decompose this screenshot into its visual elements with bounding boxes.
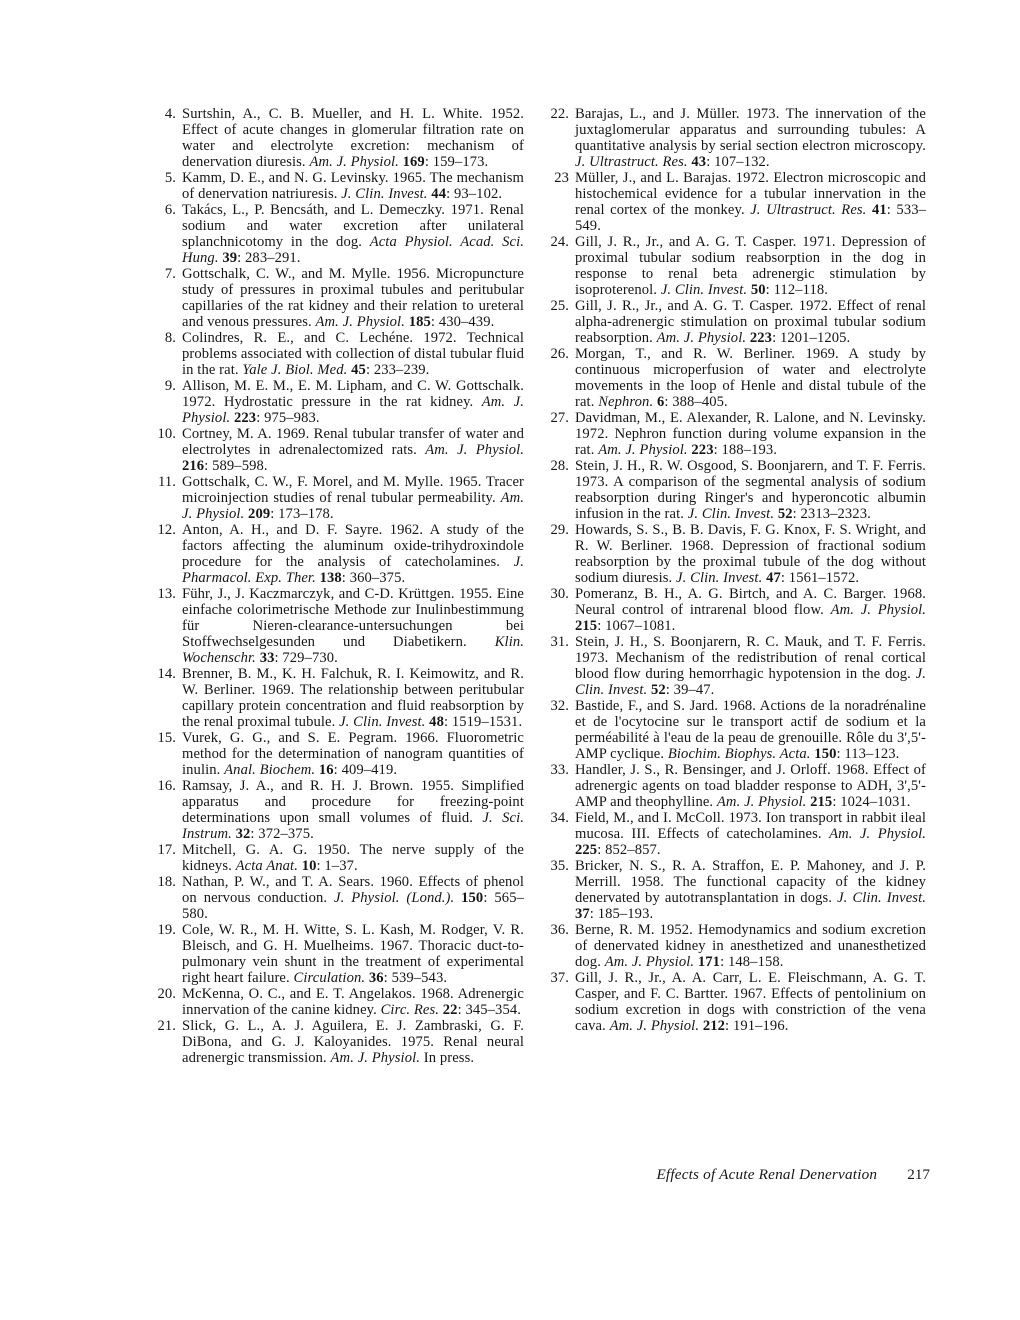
reference-text-segment: 48 [429,714,444,730]
reference-entry [545,298,926,346]
reference-entry [545,346,926,410]
reference-number: 37. [550,970,569,986]
reference-number: 16. [157,778,176,794]
reference-text [182,922,524,986]
reference-entry [545,922,926,970]
reference-number: 25. [550,298,569,314]
reference-text-segment: McKenna, O. C., and E. T. Angelakos. 1968. Adrenergic innervation of the canine kidney. [182,986,524,1018]
reference-text-segment: : 93–102. [446,186,503,202]
reference-text-segment: Mitchell, G. A. G. 1950. The nerve supply of the kidneys. [182,842,524,874]
reference-text [182,730,524,778]
reference-number: 31. [550,634,569,650]
reference-number: 10. [157,426,176,442]
reference-text-segment: J. Physiol. (Lond.). [334,890,462,906]
reference-entry [545,458,926,522]
reference-text [182,106,524,170]
reference-text-segment: : 188–193. [713,442,778,458]
reference-text-segment: : 113–123. [836,746,900,762]
reference-text-segment: : 185–193. [589,906,654,922]
reference-text [182,842,524,874]
reference-number: 8. [164,330,176,346]
reference-text [575,458,926,522]
reference-text-segment: Ramsay, J. A., and R. H. J. Brown. 1955. Simplified apparatus and procedure for freezing-point determinations upon small volumes of fluid. [182,778,524,826]
references-right-column [545,106,926,1066]
reference-text-segment: : 533–549. [575,202,927,234]
reference-text-segment: : 1024–1031. [832,794,911,810]
reference-text-segment: 209 [248,506,271,522]
reference-number: 28. [550,458,569,474]
reference-number: 18. [157,874,176,890]
reference-text-segment: Yale J. Biol. Med. [242,362,352,378]
reference-entry [152,202,524,266]
reference-text-segment: Gill, J. R., Jr., and A. G. T. Casper. 1971. Depression of proximal tubular sodium reabsorption in the dog in response to renal beta adrenergic stimulation by isoproterenol. [575,234,926,298]
reference-number: 22. [550,106,569,122]
reference-number: 19. [157,922,176,938]
reference-text [575,170,926,234]
reference-entry [152,666,524,730]
reference-text [575,522,926,586]
reference-text-segment: Handler, J. S., R. Bensinger, and J. Orloff. 1968. Effect of adrenergic agents on toad bladder response to ADH, 3',5'-AMP and theophylline. [575,762,926,810]
reference-entry [152,266,524,330]
reference-text-segment: : 1067–1081. [597,618,676,634]
reference-text-segment: J. Clin. Invest. [687,506,778,522]
reference-text-segment: Am. J. Physiol. [425,442,524,458]
reference-text-segment: Field, M., and I. McColl. 1973. Ion transport in rabbit ileal mucosa. III. Effects of catecholamines. [575,810,926,842]
reference-text-segment: Acta Anat. [235,858,302,874]
reference-text [575,970,926,1034]
reference-text-segment: 36 [368,970,384,986]
reference-text-segment: : 2313–2323. [792,506,871,522]
reference-text [182,666,524,730]
reference-number: 6. [164,202,176,218]
reference-text [182,586,524,666]
reference-text-segment: 212 [702,1018,726,1034]
reference-text-segment: Gottschalk, C. W., F. Morel, and M. Mylle. 1965. Tracer microinjection studies of renal tubular permeability. [182,474,524,506]
reference-entry [545,698,926,762]
page-footer [656,1166,930,1184]
reference-text-segment: Am. J. Physiol. [330,1050,424,1066]
reference-text-segment: Am. J. Physiol. [182,490,524,522]
reference-text-segment: : 159–173. [424,154,489,170]
reference-text-segment: 39 [222,250,238,266]
reference-entry [152,730,524,778]
reference-text-segment: Führ, J., J. Kaczmarczyk, and C-D. Krüttgen. 1955. Eine einfache colorimetrische Methode zur Inulinbestimmung für Nieren-clearance-untersuchungen bei Stoffwechselgesunden und Diabetikern. [182,586,524,650]
reference-text-segment: 52 [777,506,793,522]
reference-text-segment: Am. J. Physiol. [656,330,750,346]
reference-entry [545,586,926,634]
reference-text-segment: 216 [182,458,205,474]
reference-entry [152,1018,524,1066]
reference-text-segment: Kamm, D. E., and N. G. Levinsky. 1965. The mechanism of denervation natriuresis. [182,170,524,202]
reference-text-segment: 223 [749,330,773,346]
reference-text-segment: Stein, J. H., R. W. Osgood, S. Boonjarern, and T. F. Ferris. 1973. A comparison of the segmental analysis of sodium reabsorption during Ringer's and hyperoncotic albumin infusion in the rat. [575,458,926,522]
reference-text-segment: : 729–730. [274,650,338,666]
reference-text-segment: Berne, R. M. 1952. Hemodynamics and sodium excretion of denervated kidney in anesthetized and unanesthetized dog. [575,922,926,970]
reference-text-segment: : 565–580. [182,890,524,922]
reference-text-segment: J. Clin. Invest. [575,666,926,698]
reference-text-segment: Am. J. Physiol. [598,442,692,458]
reference-text-segment: J. Clin. Invest. [339,714,430,730]
reference-text-segment: 225 [575,842,598,858]
reference-number: 36. [550,922,569,938]
reference-text-segment: : 1561–1572. [780,570,860,586]
reference-entry [545,634,926,698]
reference-entry [152,986,524,1018]
reference-number: 32. [550,698,569,714]
reference-entry [152,522,524,586]
reference-text [182,1018,524,1066]
reference-number: 33. [550,762,569,778]
reference-entry [545,762,926,810]
reference-text-segment: 43 [691,154,707,170]
reference-text-segment: Cortney, M. A. 1969. Renal tubular transfer of water and electrolytes in adrenalectomized rats. [182,426,524,458]
reference-text-segment: 16 [318,762,334,778]
reference-text-segment: 138 [319,570,342,586]
reference-number: 30. [550,586,569,602]
reference-text-segment: : 148–158. [720,954,784,970]
reference-text [575,634,926,698]
reference-entry [545,522,926,586]
reference-text-segment: 50 [750,282,766,298]
reference-text-segment: Slick, G. L., A. J. Aguilera, E. J. Zambraski, G. F. DiBona, and G. J. Kaloyanides. 1975. Renal neural adrenergic transmission. [182,1018,524,1066]
reference-text-segment: Morgan, T., and R. W. Berliner. 1969. A study by continuous microperfusion of water and electrolyte movements in the loop of Henle and distal tubule of the rat. [575,346,926,410]
reference-text-segment: Circ. Res. [380,1002,443,1018]
reference-number: 26. [550,346,569,362]
reference-text-segment: Howards, S. S., B. B. Davis, F. G. Knox, F. S. Wright, and R. W. Berliner. 1968. Depression of fractional sodium reabsorption by the proximal tubule of the dog without sodium diuresis. [575,522,926,586]
reference-text-segment: 223 [691,442,714,458]
reference-text-segment: : 233–239. [365,362,430,378]
running-title: Effects of Acute Renal Denervation [656,1166,878,1183]
reference-entry [545,170,926,234]
reference-number: 21. [157,1018,176,1034]
reference-text-segment: : 539–543. [383,970,448,986]
reference-number: 14. [157,666,176,682]
reference-text-segment: 6 [656,394,665,410]
reference-text [575,410,926,458]
reference-text-segment: 223 [233,410,257,426]
reference-text-segment: Davidman, M., E. Alexander, R. Lalone, and N. Levinsky. 1972. Nephron function during volume expansion in the rat. [575,410,926,458]
reference-entry [152,474,524,522]
reference-text-segment: Stein, J. H., S. Boonjarern, R. C. Mauk, and T. F. Ferris. 1973. Mechanism of the redistribution of renal cortical blood flow during hemorrhagic hypotension in the dog. [575,634,926,682]
reference-text-segment: : 360–375. [341,570,406,586]
reference-text-segment: Gill, J. R., Jr., and A. G. T. Casper. 1972. Effect of renal alpha-adrenergic stimulation on proximal tubular sodium reabsorption. [575,298,926,346]
reference-entry [152,778,524,842]
reference-text [182,426,524,474]
reference-entry [152,170,524,202]
reference-text-segment: J. Sci. Instrum. [182,810,525,842]
reference-number: 4. [164,106,176,122]
reference-text-segment: Barajas, L., and J. Müller. 1973. The innervation of the juxtaglomerular apparatus and surrounding tubules: A quantitative analysis by serial section electron microscopy. [575,106,926,154]
reference-entry [152,586,524,666]
reference-text-segment: Colindres, R. E., and C. Lechéne. 1972. Technical problems associated with collection of distal tubular fluid in the rat. [182,330,524,378]
reference-entry [152,426,524,474]
reference-text [575,106,926,170]
reference-text-segment: J. Clin. Invest. [341,186,432,202]
reference-text-segment: Gill, J. R., Jr., A. A. Carr, L. E. Fleischmann, A. G. T. Casper, and F. C. Bartter. 1967. Effects of pentolinium on sodium excretion in dogs with constriction of the vena cava. [575,970,926,1034]
reference-text-segment: 32 [235,826,251,842]
reference-text-segment: : 589–598. [204,458,268,474]
reference-entry [152,842,524,874]
reference-text-segment: Am. J. Physiol. [830,602,926,618]
reference-text-segment: : 1519–1531. [443,714,523,730]
reference-text [182,378,524,426]
reference-entry [545,970,926,1034]
reference-text-segment: Bricker, N. S., R. A. Straffon, E. P. Mahoney, and J. P. Merrill. 1958. The functional capacity of the kidney denervated by autotransplantation in dogs. [575,858,926,906]
reference-number: 15. [157,730,176,746]
reference-text-segment: 185 [408,314,431,330]
reference-text-segment: Vurek, G. G., and S. E. Pegram. 1966. Fluorometric method for the determination of nanogram quantities of inulin. [182,730,524,778]
reference-text-segment: 33 [259,650,275,666]
reference-text-segment: : 372–375. [250,826,314,842]
reference-entry [545,106,926,170]
reference-text-segment: Nephron. [598,394,657,410]
page-number: 217 [907,1166,930,1183]
reference-number: 12. [157,522,176,538]
reference-text [575,586,926,634]
reference-text-segment: 44 [431,186,447,202]
reference-text-segment: Anal. Biochem. [224,762,319,778]
reference-text-segment: Klin. Wochenschr. [182,634,524,666]
reference-text [575,234,926,298]
reference-text [182,874,524,922]
reference-text-segment: J. Ultrastruct. Res. [750,202,872,218]
reference-text-segment: : 173–178. [270,506,334,522]
reference-text [182,202,524,266]
reference-number: 35. [550,858,569,874]
reference-text-segment: 150 [461,890,484,906]
reference-text [575,810,926,858]
reference-text [182,522,524,586]
reference-text-segment: J. Clin. Invest. [676,570,767,586]
reference-text-segment: Anton, A. H., and D. F. Sayre. 1962. A study of the factors affecting the aluminum oxide-trihydroxindole procedure for the analysis of catecholamines. [182,522,524,570]
reference-text [182,474,524,522]
reference-text-segment: : 107–132. [706,154,770,170]
reference-text-segment: 169 [402,154,425,170]
reference-text-segment: Acta Physiol. Acad. Sci. Hung. [182,234,524,266]
references-section [152,106,926,1066]
reference-text-segment: J. Ultrastruct. Res. [575,154,692,170]
reference-number: 7. [164,266,176,282]
reference-text-segment: J. Clin. Invest. [660,282,751,298]
reference-text-segment: Allison, M. E. M., E. M. Lipham, and C. W. Gottschalk. 1972. Hydrostatic pressure in the rat kidney. [182,378,524,410]
reference-text-segment: 215 [575,618,598,634]
reference-text-segment: Brenner, B. M., K. H. Falchuk, R. I. Keimowitz, and R. W. Berliner. 1969. The relationship between peritubular capillary protein concentration and fluid reabsorption by the renal proximal tubule. [182,666,524,730]
reference-text [575,922,926,970]
reference-text [575,858,926,922]
reference-number: 23 [554,170,569,186]
reference-text-segment: Am. J. Physiol. [604,954,698,970]
reference-number: 24. [550,234,569,250]
references-left-column [152,106,524,1066]
reference-text-segment: : 388–405. [664,394,728,410]
reference-text-segment: : 1201–1205. [772,330,851,346]
reference-text-segment: 47 [766,570,781,586]
reference-number: 13. [157,586,176,602]
reference-number: 9. [164,378,176,394]
reference-text-segment: Pomeranz, B. H., A. G. Birtch, and A. C. Barger. 1968. Neural control of intrarenal blood flow. [575,586,926,618]
reference-text-segment: Am. J. Physiol. [309,154,403,170]
reference-text-segment: 37 [575,906,590,922]
reference-entry [152,106,524,170]
reference-text-segment: : 39–47. [665,682,715,698]
reference-text-segment: Müller, J., and L. Barajas. 1972. Electron microscopic and histochemical evidence for a tubular innervation in the renal cortex of the monkey. [575,170,926,218]
reference-entry [152,330,524,378]
reference-text-segment: : 975–983. [256,410,320,426]
reference-entry [545,810,926,858]
reference-text-segment: J. Clin. Invest. [837,890,926,906]
reference-text [182,170,524,202]
reference-text [575,762,926,810]
reference-text-segment: : 191–196. [725,1018,789,1034]
reference-text-segment: Nathan, P. W., and T. A. Sears. 1960. Effects of phenol on nervous conduction. [182,874,524,906]
reference-text-segment: 150 [814,746,837,762]
reference-text-segment: Surtshin, A., C. B. Mueller, and H. L. White. 1952. Effect of acute changes in glomerular filtration rate on water and electrolyte excretion: mechanism of denervation diuresis. [182,106,524,170]
reference-text-segment: Am. J. Physiol. [609,1018,703,1034]
reference-text-segment: Cole, W. R., M. H. Witte, S. L. Kash, M. Rodger, V. R. Bleisch, and G. H. Muelheims. 1967. Thoracic duct-to-pulmonary vein shunt in the treatment of experimental right heart failure. [182,922,524,986]
reference-number: 20. [157,986,176,1002]
reference-entry [152,922,524,986]
reference-text-segment: Am. J. Physiol. [716,794,811,810]
reference-text-segment: Am. J. Physiol. [182,394,524,426]
reference-text [575,298,926,346]
reference-text-segment: : 345–354. [457,1002,521,1018]
reference-text-segment: 45 [351,362,366,378]
reference-text-segment: 215 [810,794,833,810]
reference-number: 5. [164,170,176,186]
reference-text-segment: 171 [697,954,721,970]
reference-text-segment: Circulation. [293,970,369,986]
reference-text [182,986,524,1018]
reference-text-segment: : 852–857. [597,842,661,858]
reference-text [575,346,926,410]
reference-text [182,778,524,842]
reference-text-segment: : 409–419. [333,762,398,778]
reference-entry [152,378,524,426]
reference-text-segment: Bastide, F., and S. Jard. 1968. Actions de la noradrénaline et de l'ocytocine sur le transport actif de sodium et la perméabilité à l'eau de la peau de grenouille. Rôle du 3',5'-AMP cyclique. [575,698,926,762]
reference-entry [545,234,926,298]
reference-text-segment: Am. J. Physiol. [315,314,409,330]
reference-text-segment: : 112–118. [765,282,829,298]
reference-number: 29. [550,522,569,538]
reference-entry [152,874,524,922]
reference-entry [545,858,926,922]
reference-text-segment: In press. [423,1050,475,1066]
reference-number: 27. [550,410,569,426]
reference-text-segment: 22 [442,1002,458,1018]
reference-text-segment: : 283–291. [237,250,301,266]
reference-text-segment: Takács, L., P. Bencsáth, and L. Demeczky. 1971. Renal sodium and water excretion after unilateral splanchnicotomy in the dog. [182,202,524,250]
reference-number: 17. [157,842,176,858]
reference-text-segment: J. Pharmacol. Exp. Ther. [182,554,524,586]
reference-text-segment: Biochim. Biophys. Acta. [667,746,815,762]
reference-text [182,330,524,378]
reference-text-segment: : 1–37. [316,858,358,874]
reference-text [182,266,524,330]
reference-text-segment: Am. J. Physiol. [829,826,926,842]
reference-number: 34. [550,810,569,826]
reference-entry [545,410,926,458]
reference-text-segment: 10 [301,858,317,874]
reference-text-segment: Gottschalk, C. W., and M. Mylle. 1956. Micropuncture study of pressures in proximal tubules and peritubular capillaries of the rat kidney and their relation to ureteral and venous pressures. [182,266,524,330]
reference-text [575,698,926,762]
reference-text-segment: 41 [871,202,887,218]
reference-text-segment: : 430–439. [430,314,495,330]
reference-number: 11. [157,474,176,490]
reference-text-segment: 52 [650,682,666,698]
